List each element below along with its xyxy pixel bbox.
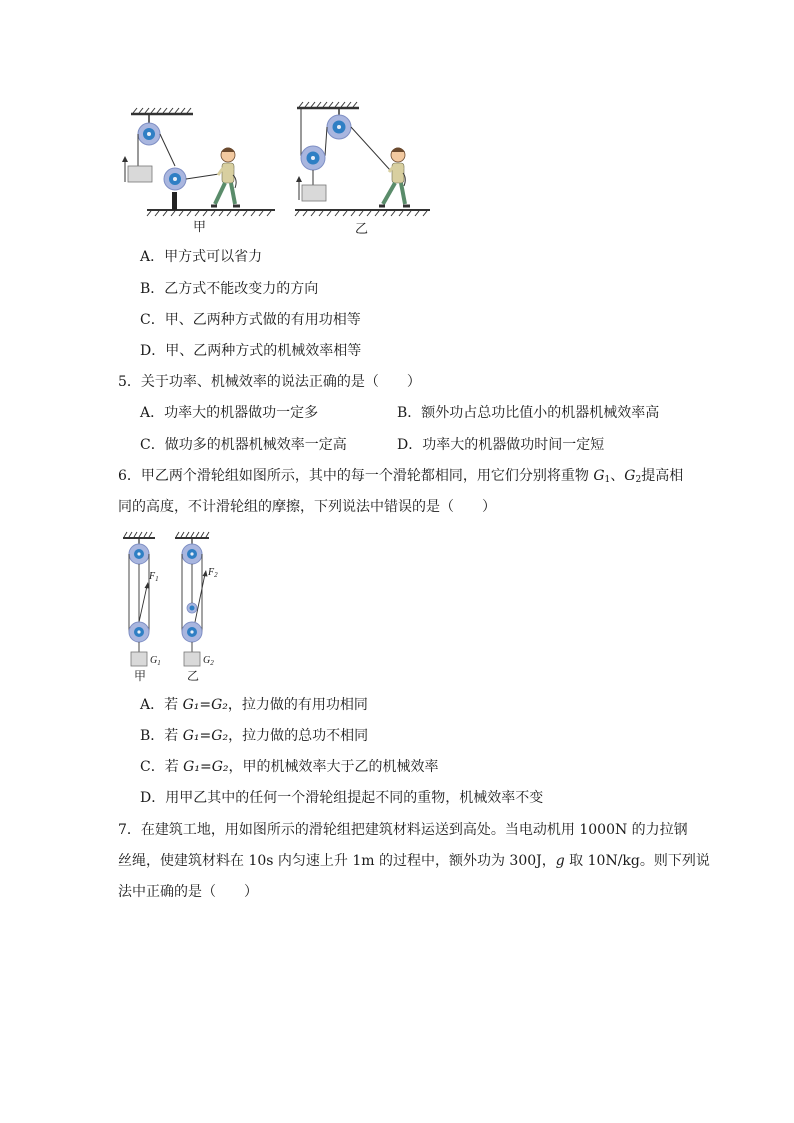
q5-option-c: C．做功多的机器机械效率一定高 bbox=[140, 437, 347, 453]
figure2-label-yi: 乙 bbox=[187, 669, 200, 683]
q7-stem-text-a: 丝绳，使建筑材料在 10s 内匀速上升 1m 的过程中，额外功为 300J， bbox=[118, 853, 556, 869]
q6-option-c-suffix: ，甲的机械效率大于乙的机械效率 bbox=[228, 759, 439, 775]
pulley-fixed-jia bbox=[129, 544, 149, 564]
label-g1: $G_1$ bbox=[150, 655, 161, 667]
q6-option-c-prefix: C．若 bbox=[140, 759, 184, 775]
ceiling-jia bbox=[123, 532, 155, 538]
q6-g2-subscript: 2 bbox=[635, 475, 642, 485]
pulley-small-yi bbox=[187, 603, 197, 613]
label-f2: $F_2$ bbox=[208, 567, 218, 579]
q6-separator: 、 bbox=[610, 468, 625, 484]
q5-option-b: B．额外功占总功比值小的机器机械效率高 bbox=[397, 405, 660, 421]
figure-label-jia: 甲 bbox=[193, 220, 207, 235]
pulley-fixed-yi bbox=[182, 544, 202, 564]
q6-option-b-suffix: ，拉力做的总功不相同 bbox=[228, 728, 369, 744]
pulley-fixed-ground-left bbox=[164, 168, 186, 190]
q5-stem: 5．关于功率、机械效率的说法正确的是（ ） bbox=[118, 374, 421, 390]
q4-option-b: B．乙方式不能改变力的方向 bbox=[140, 281, 319, 297]
q6-option-b-prefix: B．若 bbox=[140, 728, 183, 744]
arrow-up-icon bbox=[296, 176, 302, 200]
pulley-movable-right bbox=[301, 146, 325, 170]
label-f1: $F_1$ bbox=[149, 571, 159, 583]
ceiling-left bbox=[131, 108, 193, 114]
q4-option-d: D．甲、乙两种方式的机械效率相等 bbox=[140, 343, 362, 359]
q7-stem-text-b: 取 10N/kg。则下列说 bbox=[564, 853, 710, 869]
q6-option-d: D．用甲乙其中的任何一个滑轮组提起不同的重物，机械效率不变 bbox=[140, 790, 544, 806]
q6-g1-symbol: G bbox=[593, 468, 605, 484]
pulley-fixed-top-left bbox=[138, 123, 160, 145]
q6-option-a-prefix: A．若 bbox=[140, 697, 183, 713]
q4-option-c: C．甲、乙两种方式做的有用功相等 bbox=[140, 312, 361, 328]
ceiling-yi bbox=[175, 532, 209, 538]
q7-stem-line2 bbox=[118, 851, 710, 871]
figure-pulley-comparison bbox=[115, 100, 445, 235]
load-block-yi bbox=[184, 652, 200, 666]
arrow-up-icon bbox=[122, 156, 128, 182]
q6-option-a-suffix: ，拉力做的有用功相同 bbox=[227, 697, 368, 713]
q6-g1-subscript: 1 bbox=[604, 475, 611, 485]
q6-stem-line1 bbox=[118, 466, 683, 490]
person-left bbox=[211, 148, 240, 207]
ground-right bbox=[295, 210, 430, 216]
q5-option-a: A．功率大的机器做功一定多 bbox=[140, 405, 319, 421]
q6-option-b-math: G₁=G₂ bbox=[182, 728, 229, 744]
q7-stem-line3: 法中正确的是（ ） bbox=[118, 884, 258, 900]
figure-label-yi: 乙 bbox=[355, 222, 369, 237]
q6-stem-text-b: 提高相 bbox=[641, 468, 684, 484]
label-g2: $G_2$ bbox=[203, 655, 214, 667]
pulley-fixed-right bbox=[327, 115, 351, 139]
q5-option-d: D．功率大的机器做功时间一定短 bbox=[397, 437, 605, 453]
q6-option-a bbox=[140, 695, 368, 715]
load-block-right bbox=[302, 185, 326, 201]
q4-option-a: A．甲方式可以省力 bbox=[140, 249, 263, 265]
q6-option-a-math: G₁=G₂ bbox=[182, 697, 228, 713]
figure-pulley-blocks bbox=[115, 528, 235, 683]
pulley-movable-yi bbox=[182, 622, 202, 642]
load-block-jia bbox=[131, 652, 147, 666]
figure2-label-jia: 甲 bbox=[134, 669, 147, 683]
q7-g-symbol: g bbox=[555, 853, 565, 869]
q6-option-c bbox=[140, 757, 439, 777]
load-block-left bbox=[128, 166, 152, 182]
q6-g2-symbol: G bbox=[624, 468, 636, 484]
ceiling-right bbox=[297, 102, 359, 108]
ground-left bbox=[147, 210, 275, 216]
q6-stem-line2: 同的高度，不计滑轮组的摩擦，下列说法中错误的是（ ） bbox=[118, 499, 496, 515]
pulley-movable-jia bbox=[129, 622, 149, 642]
q6-option-b bbox=[140, 726, 368, 746]
q6-stem-text-a: 6．甲乙两个滑轮组如图所示，其中的每一个滑轮都相同，用它们分别将重物 bbox=[118, 468, 594, 484]
q6-option-c-math: G₁=G₂ bbox=[183, 759, 229, 775]
q7-stem-line1: 7．在建筑工地，用如图所示的滑轮组把建筑材料运送到高处。当电动机用 1000N 的力拉钢 bbox=[118, 822, 688, 838]
